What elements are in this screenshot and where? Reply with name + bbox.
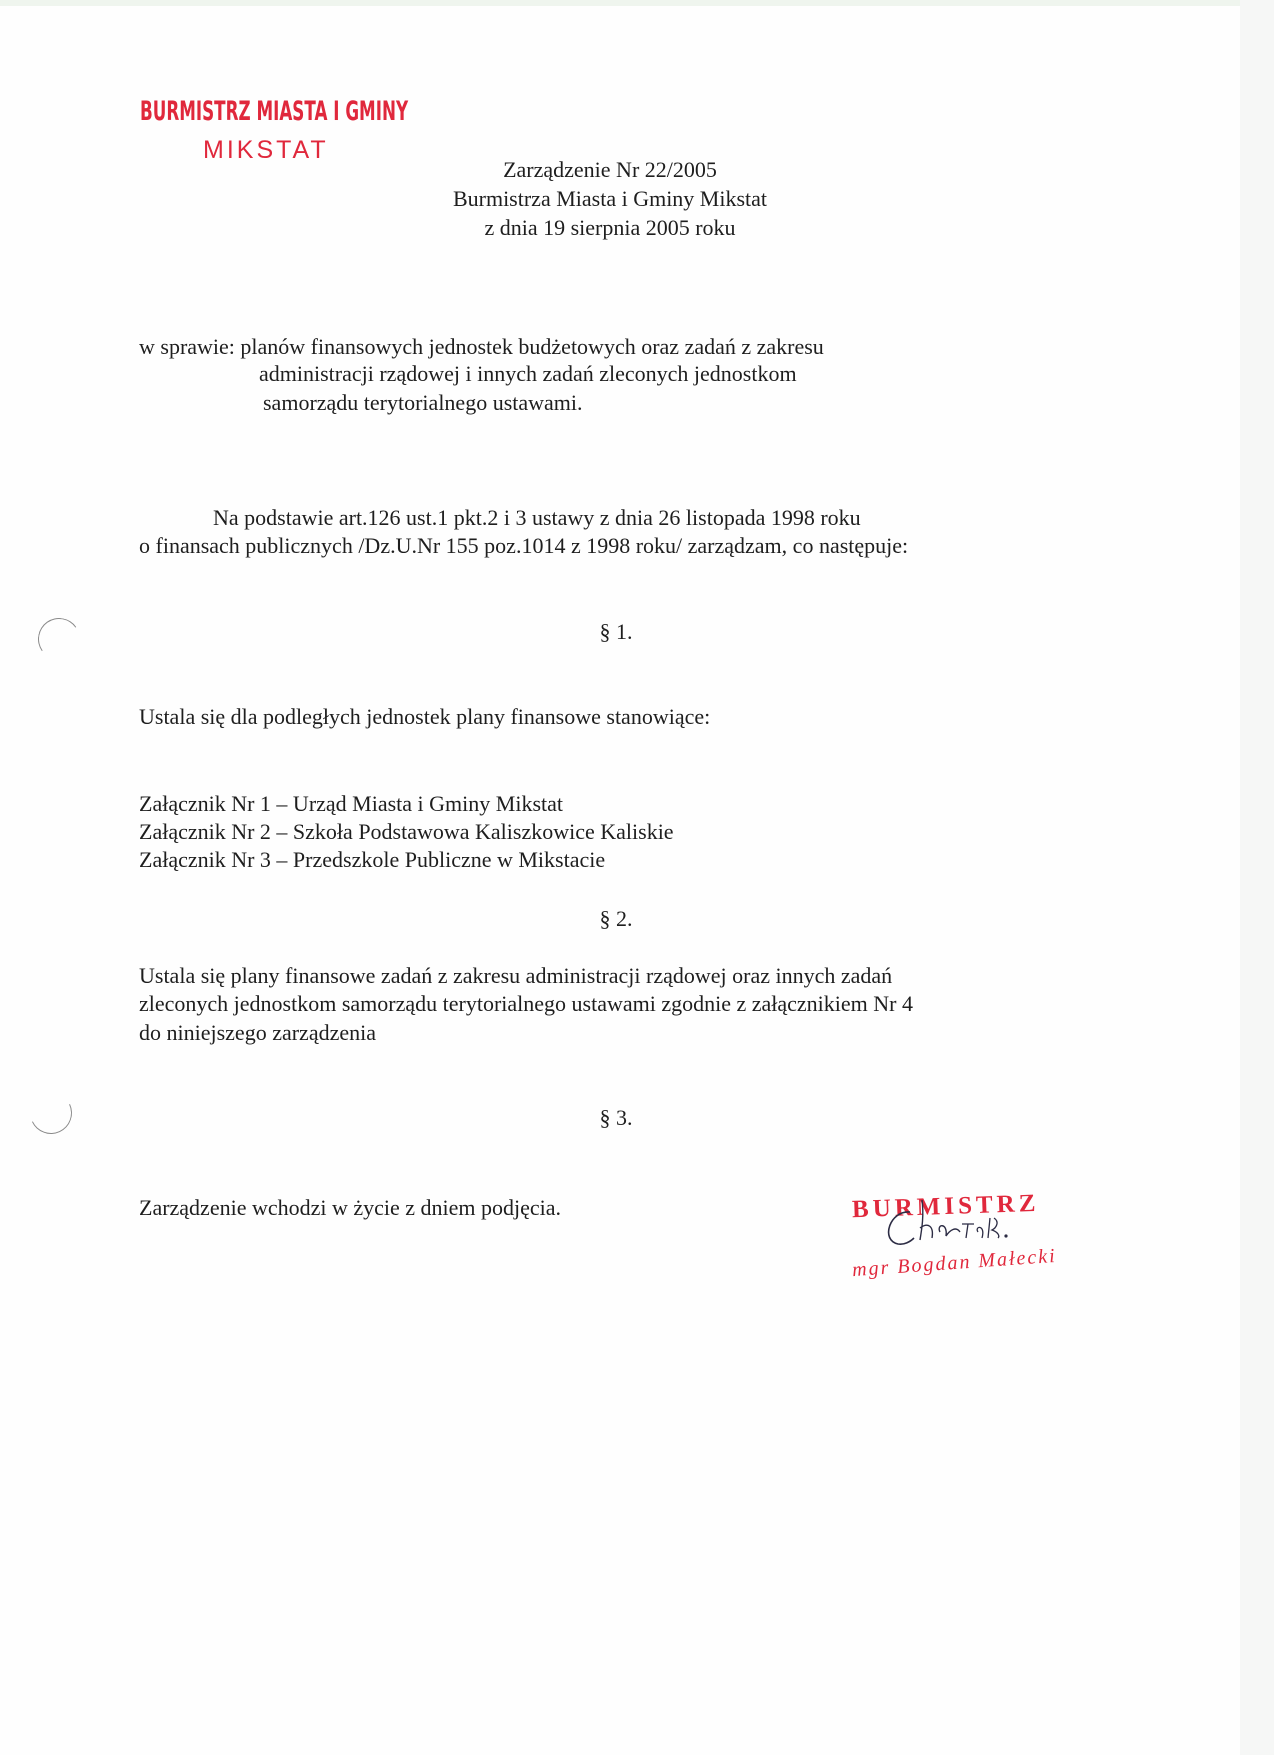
attachment-item: Załącznik Nr 1 – Urząd Miasta i Gminy Mikstat	[139, 791, 564, 816]
subject-line-3: samorządu terytorialnego ustawami.	[263, 390, 583, 415]
section-2-line-2: zleconych jednostkom samorządu terytorialnego ustawami zgodnie z załącznikiem Nr 4	[139, 991, 913, 1016]
office-stamp-place: MIKSTAT	[203, 136, 329, 164]
attachment-item: Załącznik Nr 3 – Przedszkole Publiczne w Mikstacie	[139, 847, 606, 872]
legal-basis-line-2: o finansach publicznych /Dz.U.Nr 155 poz.1014 z 1998 roku/ zarządzam, co następuje:	[139, 533, 909, 558]
subject-line-1: w sprawie: planów finansowych jednostek budżetowych oraz zadań z zakresu	[139, 334, 824, 359]
ordinance-date: z dnia 19 sierpnia 2005 roku	[484, 215, 736, 240]
punch-hole-mark	[24, 1086, 78, 1140]
ordinance-number: Zarządzenie Nr 22/2005	[503, 157, 717, 182]
section-3-heading: § 3.	[599, 1105, 633, 1130]
document-header	[380, 155, 840, 242]
office-stamp-title: BURMISTRZ MIASTA I GMINY	[140, 96, 409, 127]
scan-top-edge	[0, 0, 1274, 6]
signature-stamp-title: BURMISTRZ	[851, 1189, 1040, 1224]
signatory-name: mgr Bogdan Małecki	[851, 1244, 1058, 1282]
section-1-heading: § 1.	[599, 619, 633, 644]
scan-right-edge	[1240, 0, 1274, 1755]
attachment-item: Załącznik Nr 2 – Szkoła Podstawowa Kaliszkowice Kaliskie	[139, 819, 674, 844]
section-2-line-1: Ustala się plany finansowe zadań z zakresu administracji rządowej oraz innych zadań	[139, 963, 893, 988]
section-1-text: Ustala się dla podległych jednostek plany finansowe stanowiące:	[139, 704, 711, 729]
subject-line-2: administracji rządowej i innych zadań zleconych jednostkom	[259, 361, 797, 386]
section-3-text: Zarządzenie wchodzi w życie z dniem podjęcia.	[139, 1195, 562, 1220]
punch-hole-mark	[35, 615, 84, 664]
section-2-heading: § 2.	[599, 906, 633, 931]
section-2-line-3: do niniejszego zarządzenia	[139, 1020, 376, 1045]
legal-basis-line-1: Na podstawie art.126 ust.1 pkt.2 i 3 ustawy z dnia 26 listopada 1998 roku	[213, 505, 861, 530]
ordinance-issuer: Burmistrza Miasta i Gminy Mikstat	[452, 186, 768, 211]
